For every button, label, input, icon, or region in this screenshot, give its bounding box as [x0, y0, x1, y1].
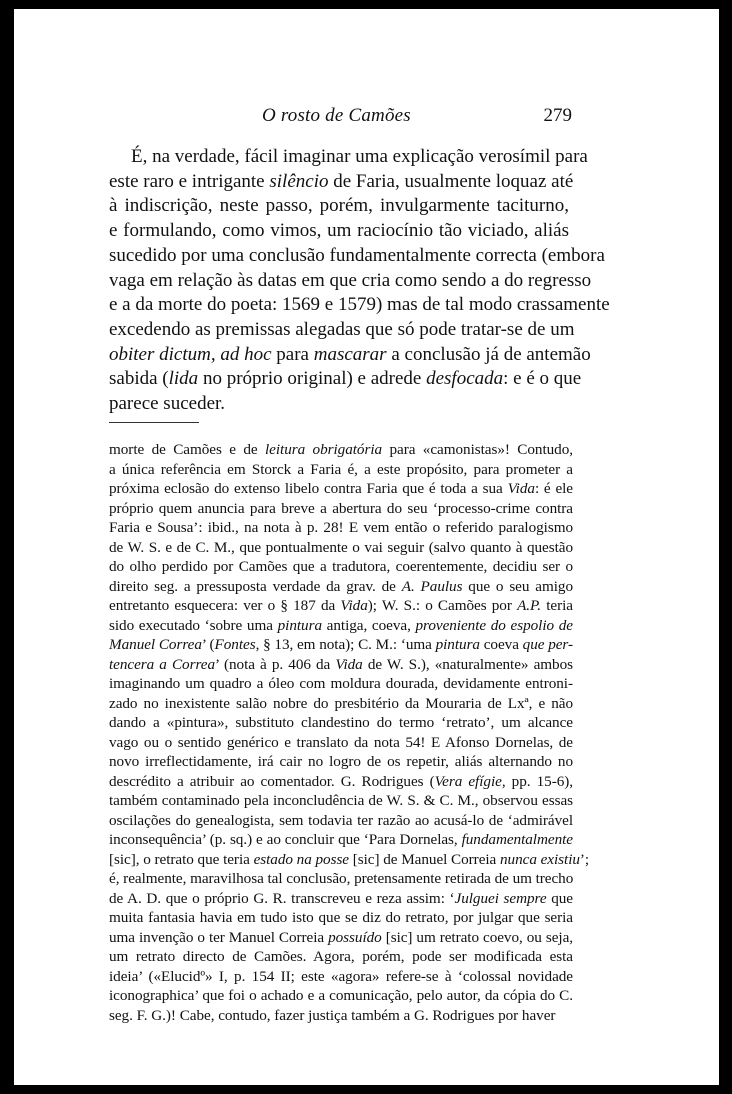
body-line: sabida (lida no próprio original) e adrede desfocada: e é o que	[109, 368, 582, 390]
italic-text: mascarar	[313, 343, 387, 365]
italic-text: possuído	[328, 928, 382, 946]
footnote-line: vago ou o sentido genérico e translato da nota 54! E Afonso Dornelas, de	[109, 733, 573, 751]
footnote-line: Faria e Sousa’: ibid., na nota à p. 28! E vem então o referido paralogismo	[109, 519, 573, 536]
body-paragraph	[109, 145, 610, 417]
footnote-line: descrédito a atribuir ao comentador. G. Rodrigues (Vera efígie, pp. 15-6),	[109, 772, 573, 790]
italic-text: nunca existiu	[500, 850, 580, 868]
italic-text: Vida	[335, 655, 363, 673]
body-line: É, na verdade, fácil imaginar uma explicação verosímil para	[131, 146, 588, 167]
running-title: O rosto de Camões	[262, 105, 411, 126]
footnote-separator	[109, 422, 199, 423]
body-line: obiter dictum, ad hoc para mascarar a conclusão já de antemão	[109, 343, 591, 365]
body-line: à indiscrição, neste passo, porém, invulgarmente taciturno,	[109, 195, 569, 217]
italic-text: Manuel Correa	[109, 636, 202, 653]
footnote-line: Manuel Correa’ (Fontes, § 13, em nota); C. M.: ‘uma pintura coeva que per-	[109, 636, 573, 653]
italic-text: Vida	[507, 480, 535, 497]
footnote-line: dando a «pintura», substituto clandestino do termo ‘retrato’, um alcance	[109, 714, 573, 731]
footnote-line: ideia’ («Elucidº» I, p. 154 II; este «agora» refere-se à ‘colossal novidade	[109, 967, 573, 985]
footnote-line: é, realmente, maravilhosa tal conclusão, pretensamente retirada de um trecho	[109, 870, 574, 887]
italic-text: silêncio	[269, 170, 329, 192]
footnote-line: morte de Camões e de leitura obrigatória para «camonistas»! Contudo,	[109, 441, 573, 458]
footnote-line: iconographica’ que foi o achado e a comunicação, pelo autor, da cópia do C.	[109, 987, 573, 1004]
footnote-line: zado no inexistente salão nobre do presbitério da Mouraria de Lxª, e não	[109, 694, 573, 712]
footnote-line: também contaminado pela inconcludência de W. S. & C. M., observou essas	[109, 792, 573, 809]
italic-text: A. Paulus	[401, 577, 463, 595]
body-line: parece suceder.	[109, 393, 226, 415]
italic-text: Julguei sempre	[454, 889, 547, 907]
footnote-line: de W. S. e de C. M., que pontualmente o vai seguir (salvo quanto à questão	[109, 538, 573, 556]
page-header	[262, 105, 572, 131]
footnote-line: oscilações do genealogista, sem todavia ter razão ao acusá-lo de ‘admirável	[109, 811, 573, 829]
document-page	[14, 9, 719, 1085]
body-line: vaga em relação às datas em que cria como sendo a do regresso	[109, 269, 592, 291]
italic-text: obiter dictum, ad hoc	[109, 343, 272, 365]
body-line: excedendo as premissas alegadas que só pode tratar-se de um	[109, 318, 575, 340]
italic-text: desfocada	[426, 368, 504, 390]
footnote-line: entretanto esquecera: ver o § 187 da Vida); W. S.: o Camões por A.P. teria	[109, 597, 573, 614]
page-number: 279	[543, 105, 572, 126]
footnote-line: sido executado ‘sobre uma pintura antiga, coeva, proveniente do espolio de	[109, 616, 573, 634]
footnote-line: novo irreflectidamente, irá cair no logro de os repetir, aliás alternando no	[109, 753, 573, 770]
italic-text: lida	[168, 368, 199, 390]
italic-text: estado na posse	[253, 850, 349, 868]
footnote-block	[109, 440, 590, 1025]
italic-text: pintura	[435, 636, 480, 653]
footnote-line: seg. F. G.)! Cabe, contudo, fazer justiça também a G. Rodrigues por haver	[109, 1006, 556, 1024]
body-line: e formulando, como vimos, um raciocínio tão viciado, aliás	[109, 220, 569, 242]
footnote-line: próprio quem anuncia para breve a abertura do seu ‘processo-crime contra	[109, 499, 573, 517]
footnote-line: do olho perdido por Camões que a tradutora, coerentemente, decidiu ser o	[109, 558, 573, 575]
footnote-line: de A. D. que o próprio G. R. transcreveu e reza assim: ‘Julguei sempre que	[109, 889, 573, 907]
italic-text: A.P.	[517, 597, 542, 614]
italic-text: leitura obrigatória	[265, 441, 383, 458]
italic-text: tencera a Correa	[109, 655, 215, 673]
body-line: sucedido por uma conclusão fundamentalmente correcta (embora	[109, 244, 605, 266]
footnote-line: inconsequência’ (p. sq.) e ao concluir que ‘Para Dornelas, fundamentalmente	[109, 831, 573, 848]
footnote-line: [sic], o retrato que teria estado na posse [sic] de Manuel Correia nunca existiu’;	[109, 850, 590, 868]
body-line: e a da morte do poeta: 1569 e 1579) mas de tal modo crassamente	[109, 294, 610, 316]
italic-text: que per-	[522, 636, 573, 653]
italic-text: pintura	[277, 616, 322, 634]
footnote-line: direito seg. a pressuposta verdade da grav. de A. Paulus que o seu amigo	[109, 577, 573, 595]
footnote-line: uma invenção o ter Manuel Correia possuído [sic] um retrato coevo, ou seja,	[109, 928, 574, 946]
italic-text: Fontes	[214, 636, 256, 653]
italic-text: Vida	[340, 597, 368, 614]
footnote-line: um retrato directo de Camões. Agora, porém, pode ser modificada esta	[109, 948, 573, 965]
footnote-line: próxima eclosão do extenso libelo contra Faria que é toda a sua Vida: é ele	[109, 480, 573, 497]
footnote-line: a única referência em Storck a Faria é, a este propósito, para prometer a	[109, 460, 573, 478]
body-line: este raro e intrigante silêncio de Faria, usualmente loquaz até	[109, 170, 574, 192]
footnote-line: muita fantasia havia em tudo isto que se diz do retrato, por julgar que seria	[109, 909, 573, 926]
italic-text: Vera efígie	[434, 772, 502, 790]
footnote-line: imaginando um quadro a óleo com moldura dourada, devidamente entroni-	[109, 675, 573, 692]
italic-text: proveniente do espolio de	[415, 616, 573, 634]
footnote-line: tencera a Correa’ (nota à p. 406 da Vida de W. S.), «naturalmente» ambos	[109, 655, 573, 673]
italic-text: fundamentalmente	[461, 831, 573, 848]
